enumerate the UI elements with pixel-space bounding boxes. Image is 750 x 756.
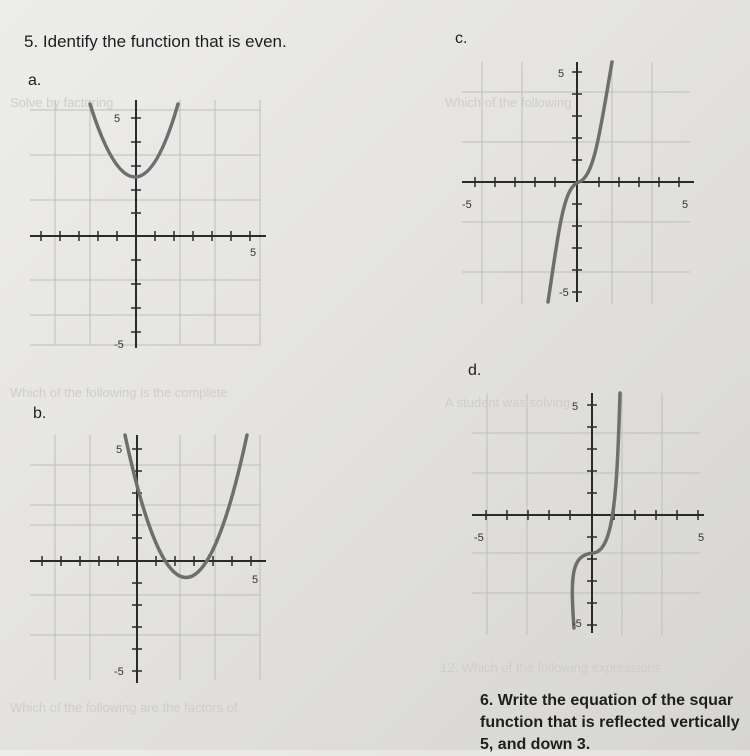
option-a-label: a.: [28, 72, 42, 89]
graph-a-x-right-label: 5: [250, 247, 257, 259]
option-d-label: d.: [468, 362, 482, 379]
graph-c-y-top-label: 5: [558, 68, 565, 80]
bleed-through-text: Which of the following: [445, 95, 572, 110]
question-6-line-3: 5, and down 3.: [480, 736, 591, 753]
graph-b-curve: [125, 435, 247, 578]
graph-a-y-bottom-label: -5: [114, 339, 124, 351]
graph-b-y-bottom-label: -5: [114, 666, 124, 678]
graph-b[interactable]: [30, 435, 270, 685]
bleed-through-text: A student was solving: [445, 395, 571, 410]
bleed-through-text: Solve by factoring: [10, 95, 114, 110]
graph-a-y-top-label: 5: [114, 113, 121, 125]
graph-c[interactable]: [462, 62, 702, 310]
graph-c-x-right-label: 5: [682, 199, 689, 211]
graph-a[interactable]: [30, 100, 270, 350]
graph-d[interactable]: [472, 393, 712, 641]
question-5-prompt: 5. Identify the function that is even.: [24, 32, 287, 51]
graph-d-x-right-label: 5: [698, 532, 705, 544]
option-b-label: b.: [33, 405, 47, 422]
graph-a-grid: [30, 100, 260, 345]
question-6-line-2: function that is reflected vertically: [480, 714, 740, 731]
graph-b-y-top-label: 5: [116, 444, 123, 456]
question-6-line-1: 6. Write the equation of the squar: [480, 692, 734, 709]
question-6-prompt: [480, 690, 740, 756]
graph-b-grid: [30, 435, 260, 680]
bleed-through-text: Which of the following is the complete: [10, 385, 228, 400]
graph-d-x-left-label: -5: [474, 532, 484, 544]
graph-b-x-right-label: 5: [252, 574, 259, 586]
option-c-label: c.: [455, 30, 468, 47]
graph-d-y-bottom-label: -5: [572, 618, 582, 630]
bleed-through-text: 12. Which of the following expressions: [440, 660, 662, 675]
graph-a-ticks: [41, 118, 250, 332]
graph-c-x-left-label: -5: [462, 199, 472, 211]
graph-c-y-bottom-label: -5: [559, 287, 569, 299]
bleed-through-text: Which of the following are the factors of: [10, 700, 238, 715]
graph-d-y-top-label: 5: [572, 401, 579, 413]
